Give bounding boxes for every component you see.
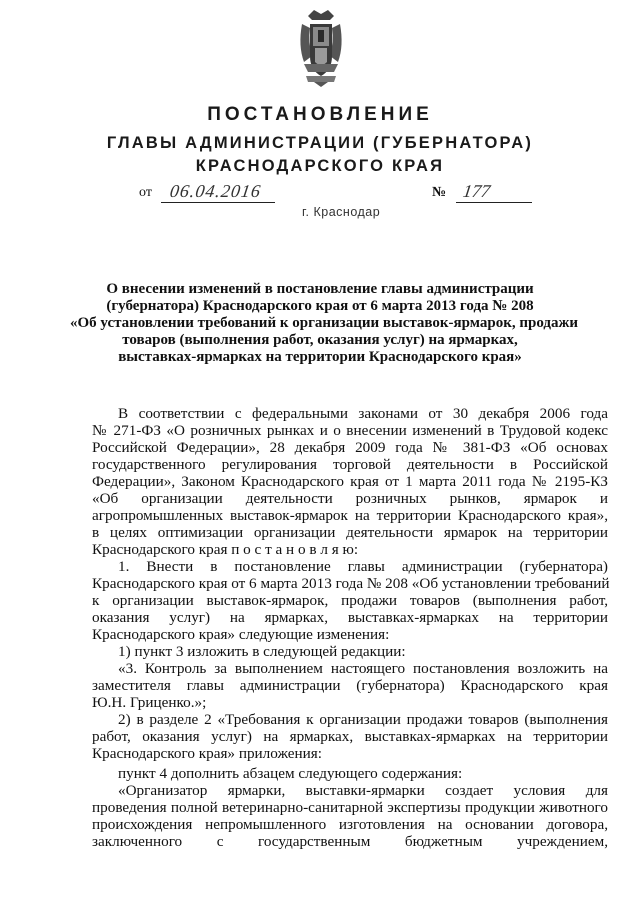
city-label: г. Краснодар bbox=[302, 205, 381, 219]
body-line: агропромышленных выставок-ярмарок на территории Краснодарского края», bbox=[92, 507, 608, 524]
body-line: Краснодарского края от 6 марта 2013 года № 208 «Об установлении требований bbox=[92, 575, 610, 592]
number-underline bbox=[456, 202, 532, 203]
body-line: «Организатор ярмарки, выставки-ярмарки создает условия для bbox=[118, 782, 608, 799]
title-line: О внесении изменений в постановление главы администрации bbox=[106, 281, 534, 297]
body-line: происхождения непромышленного изготовления на основании договора, bbox=[92, 816, 608, 833]
body-line: пункт 4 дополнить абзацем следующего содержания: bbox=[118, 765, 463, 782]
title-line: выставках-ярмарках на территории Краснодарского края» bbox=[118, 349, 522, 365]
body-line: № 271-ФЗ «О розничных рынках и о внесении изменений в Трудовой кодекс bbox=[92, 422, 608, 439]
body-line: Краснодарского края» следующие изменения: bbox=[92, 626, 390, 643]
body-line: 2) в разделе 2 «Требования к организации продажи товаров (выполнения bbox=[118, 711, 608, 728]
body-line: Российской Федерации», 28 декабря 2009 года № 381-ФЗ «Об основах bbox=[92, 439, 608, 456]
body-line: в целях оптимизации организации деятельности ярмарок на территории bbox=[92, 524, 608, 541]
coat-of-arms-emblem bbox=[294, 6, 348, 88]
body-line: Федерации», Законом Краснодарского края от 1 марта 2011 года № 2195-КЗ bbox=[92, 473, 608, 490]
issuer-heading-line2: КРАСНОДАРСКОГО КРАЯ bbox=[195, 157, 445, 175]
body-line: «3. Контроль за выполнением настоящего постановления возложить на bbox=[118, 660, 608, 677]
body-line: государственного регулирования торговой деятельности в Российской bbox=[92, 456, 608, 473]
body-line: работ, оказания услуг) на ярмарках, выставках-ярмарках на территории bbox=[92, 728, 608, 745]
date-prefix: от bbox=[139, 185, 152, 200]
title-line: товаров (выполнения работ, оказания услуг) на ярмарках, bbox=[122, 332, 518, 348]
number-prefix: № bbox=[432, 185, 447, 200]
body-line: В соответствии с федеральными законами от 30 декабря 2006 года bbox=[118, 405, 608, 422]
document-type-heading: ПОСТАНОВЛЕНИЕ bbox=[207, 104, 433, 125]
body-line: 1) пункт 3 изложить в следующей редакции: bbox=[118, 643, 406, 660]
body-line: Краснодарского края» приложения: bbox=[92, 745, 322, 762]
date-underline bbox=[161, 202, 275, 203]
title-line: «Об установлении требований к организации выставок-ярмарок, продажи bbox=[70, 315, 579, 331]
body-line: заключенного с государственным бюджетным учреждением, bbox=[92, 833, 608, 850]
body-line: «Об организации деятельности розничных рынков, ярмарок и bbox=[92, 490, 608, 507]
body-line: заместителя главы администрации (губернатора) Краснодарского края bbox=[92, 677, 608, 694]
handwritten-date: 06.04.2016 bbox=[168, 181, 263, 201]
body-line: Ю.Н. Гриценко.»; bbox=[92, 694, 207, 711]
body-line: к организации выставок-ярмарок, продажи товаров (выполнения работ, bbox=[92, 592, 608, 609]
handwritten-number: 177 bbox=[461, 181, 492, 201]
issuer-heading-line1: ГЛАВЫ АДМИНИСТРАЦИИ (ГУБЕРНАТОРА) bbox=[106, 134, 534, 152]
body-line: 1. Внести в постановление главы администрации (губернатора) bbox=[118, 558, 608, 575]
body-line: Краснодарского края п о с т а н о в л я ю: bbox=[92, 541, 359, 558]
body-line: проведения полной ветеринарно-санитарной экспертизы продукции животного bbox=[92, 799, 608, 816]
body-line: оказания услуг) на ярмарках, выставках-ярмарках на территории bbox=[92, 609, 608, 626]
title-line: (губернатора) Краснодарского края от 6 марта 2013 года № 208 bbox=[106, 298, 534, 314]
